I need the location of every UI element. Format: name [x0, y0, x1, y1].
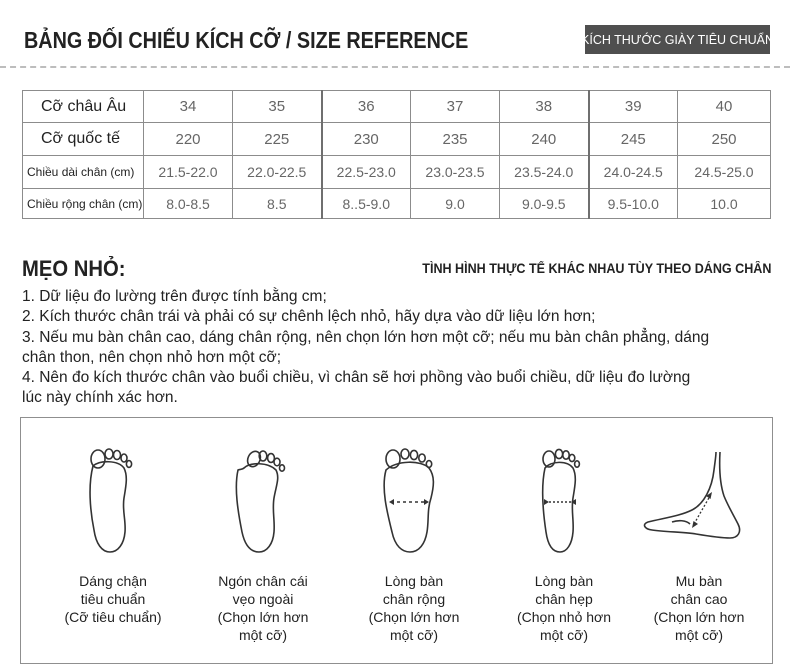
table-cell: 245 — [589, 123, 678, 156]
tips-list — [22, 287, 772, 409]
row-label: Chiều dài chân (cm) — [23, 156, 144, 189]
foot-caption-line: chân hẹp — [535, 591, 593, 607]
table-cell: 240 — [500, 123, 589, 156]
foot-caption-line: một cỡ) — [238, 627, 288, 643]
standard-size-badge: KÍCH THƯỚC GIÀY TIÊU CHUẨN — [585, 25, 770, 54]
table-cell: 34 — [144, 91, 233, 123]
table-cell: 24.5-25.0 — [678, 156, 771, 189]
foot-caption-line: (Cỡ tiêu chuẩn) — [64, 609, 162, 625]
wide-foot-icon — [339, 440, 489, 570]
table-row-intl-size — [23, 123, 771, 156]
table-cell: 24.0-24.5 — [589, 156, 678, 189]
foot-caption-line: Ngón chân cái — [218, 573, 308, 589]
foot-caption-line: một cỡ) — [539, 627, 589, 643]
table-cell: 21.5-22.0 — [144, 156, 233, 189]
table-cell: 8..5-9.0 — [322, 189, 411, 219]
table-cell: 9.5-10.0 — [589, 189, 678, 219]
foot-caption — [38, 572, 188, 626]
size-reference-table — [22, 90, 771, 219]
table-cell: 8.0-8.5 — [144, 189, 233, 219]
table-cell: 22.5-23.0 — [322, 156, 411, 189]
table-cell: 230 — [322, 123, 411, 156]
tip-line: 4. Nên đo kích thước chân vào buổi chiều, vì chân sẽ hơi phồng vào buổi chiều, dữ liệu đo lường — [22, 369, 691, 387]
tips-heading: MẸO NHỎ: — [22, 256, 126, 281]
foot-caption-line: (Chọn lớn hơn — [653, 609, 745, 625]
page-title: BẢNG ĐỐI CHIẾU KÍCH CỠ / SIZE REFERENCE — [24, 27, 469, 53]
foot-caption-line: (Chọn lớn hơn — [217, 609, 309, 625]
table-cell: 39 — [589, 91, 678, 123]
standard-foot-icon — [38, 440, 188, 570]
table-row-foot-length — [23, 156, 771, 189]
foot-caption-line: Dáng chận — [79, 573, 147, 589]
table-cell: 40 — [678, 91, 771, 123]
table-cell: 37 — [411, 91, 500, 123]
foot-caption-line: vẹo ngoài — [232, 591, 294, 607]
table-row-eu-size — [23, 91, 771, 123]
foot-type-standard — [38, 418, 188, 663]
foot-caption-line: một cỡ) — [389, 627, 439, 643]
high-instep-foot-icon — [624, 440, 774, 570]
row-label: Cỡ quốc tế — [23, 123, 144, 156]
foot-caption-line: Mu bàn — [675, 573, 723, 589]
table-cell: 38 — [500, 91, 589, 123]
foot-caption-line: tiêu chuẩn — [80, 591, 146, 607]
foot-type-wide — [339, 418, 489, 663]
table-cell: 235 — [411, 123, 500, 156]
foot-caption-line: chân cao — [670, 591, 728, 607]
foot-caption — [339, 572, 489, 644]
bunion-foot-icon — [188, 440, 338, 570]
table-cell: 35 — [233, 91, 322, 123]
table-cell: 9.0-9.5 — [500, 189, 589, 219]
row-label: Cỡ châu Âu — [23, 91, 144, 123]
table-cell: 9.0 — [411, 189, 500, 219]
tip-line: 1. Dữ liệu đo lường trên được tính bằng cm; — [22, 288, 327, 305]
table-cell: 36 — [322, 91, 411, 123]
tip-line: 2. Kích thước chân trái và phải có sự chênh lệch nhỏ, hãy dựa vào dữ liệu lớn hơn; — [22, 308, 596, 326]
tips-note: TÌNH HÌNH THỰC TẾ KHÁC NHAU TÙY THEO DÁNG CHÂN — [421, 261, 771, 276]
foot-caption-line: chân rộng — [382, 591, 446, 607]
foot-caption — [624, 572, 774, 644]
foot-caption-line: (Chọn lớn hơn — [368, 609, 460, 625]
tip-line: 3. Nếu mu bàn chân cao, dáng chân rộng, nên chọn lớn hơn một cỡ; nếu mu bàn chân phẳng, dáng — [22, 328, 710, 346]
foot-type-narrow — [489, 418, 639, 663]
foot-caption-line: Lòng bàn — [534, 573, 594, 589]
table-cell: 8.5 — [233, 189, 322, 219]
tip-line: lúc này chính xác hơn. — [22, 389, 178, 407]
tip-line: chân thon, nên chọn nhỏ hơn một cỡ; — [22, 348, 282, 366]
table-cell: 22.0-22.5 — [233, 156, 322, 189]
table-cell: 225 — [233, 123, 322, 156]
table-cell: 220 — [144, 123, 233, 156]
table-cell: 23.5-24.0 — [500, 156, 589, 189]
table-cell: 23.0-23.5 — [411, 156, 500, 189]
foot-caption-line: Lòng bàn — [384, 573, 444, 589]
table-cell: 10.0 — [678, 189, 771, 219]
foot-type-high-instep — [624, 418, 774, 663]
table-row-foot-width — [23, 189, 771, 219]
foot-caption — [188, 572, 338, 644]
narrow-foot-icon — [489, 440, 639, 570]
foot-caption-line: một cỡ) — [674, 627, 724, 643]
foot-type-bunion — [188, 418, 338, 663]
row-label: Chiều rộng chân (cm) — [23, 189, 144, 219]
table-cell: 250 — [678, 123, 771, 156]
dashed-divider — [0, 66, 790, 68]
foot-caption-line: (Chọn nhỏ hơn — [516, 609, 612, 625]
foot-caption — [489, 572, 639, 644]
foot-types-panel — [20, 417, 773, 664]
